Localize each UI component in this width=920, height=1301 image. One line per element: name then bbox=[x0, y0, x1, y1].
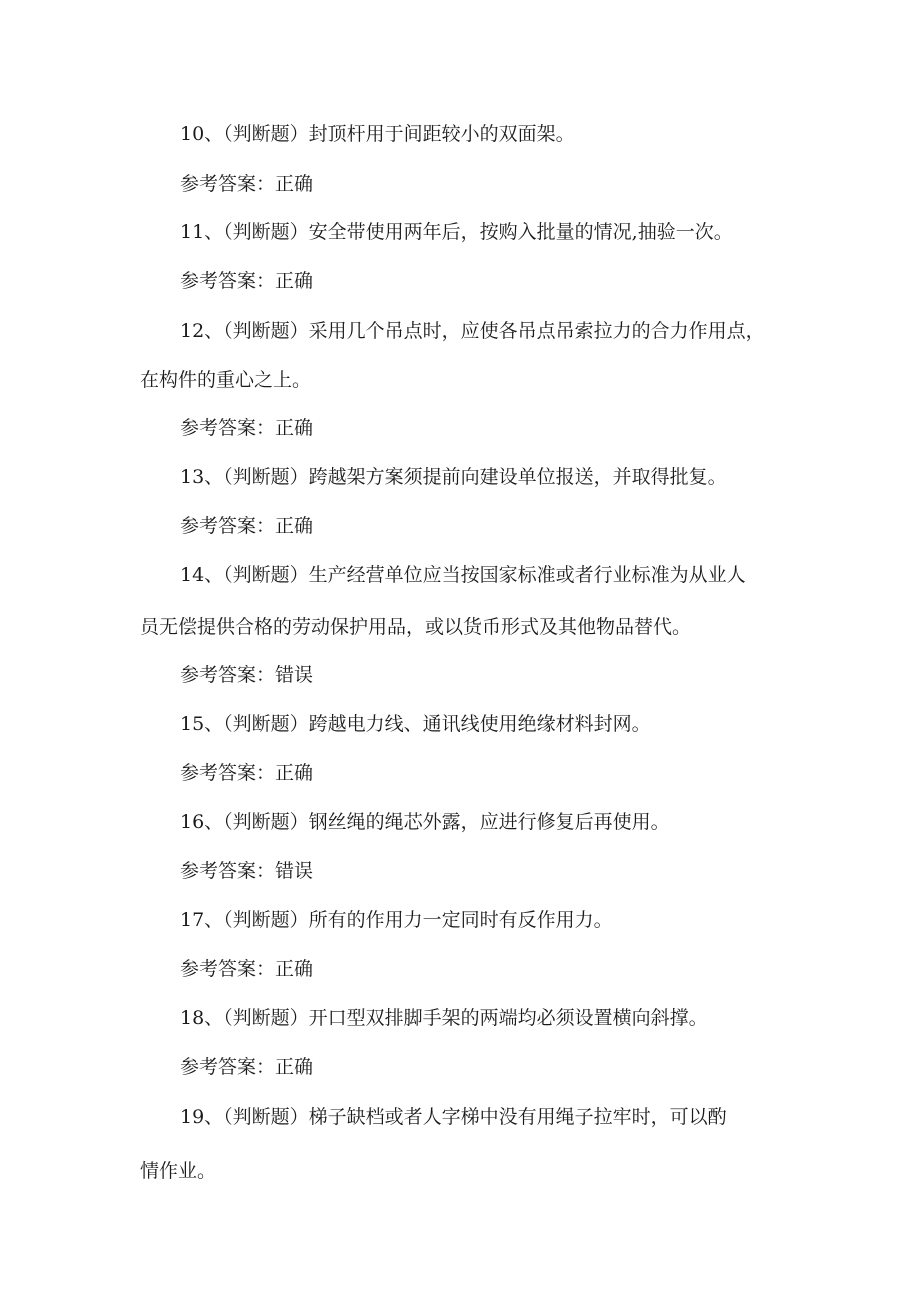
question-13: 13、（判断题）跨越架方案须提前向建设单位报送，并取得批复。 bbox=[180, 466, 727, 488]
answer-12: 参考答案：正确 bbox=[180, 417, 314, 439]
question-14: 14、（判断题）生产经营单位应当按国家标准或者行业标准为从业人 bbox=[180, 564, 746, 586]
question-14-continuation: 员无偿提供合格的劳动保护用品，或以货币形式及其他物品替代。 bbox=[140, 616, 692, 638]
answer-17: 参考答案：正确 bbox=[180, 958, 314, 980]
answer-11: 参考答案：正确 bbox=[180, 270, 314, 292]
answer-16: 参考答案：错误 bbox=[180, 860, 314, 882]
question-12-continuation: 在构件的重心之上。 bbox=[140, 369, 312, 391]
answer-15: 参考答案：正确 bbox=[180, 762, 314, 784]
question-17: 17、（判断题）所有的作用力一定同时有反作用力。 bbox=[180, 909, 613, 931]
question-16: 16、（判断题）钢丝绳的绳芯外露，应进行修复后再使用。 bbox=[180, 811, 670, 833]
answer-10: 参考答案：正确 bbox=[180, 173, 314, 195]
question-19: 19、（判断题）梯子缺档或者人字梯中没有用绳子拉牢时，可以酌 bbox=[180, 1106, 727, 1128]
question-11: 11、（判断题）安全带使用两年后，按购入批量的情况,抽验一次。 bbox=[180, 221, 733, 243]
answer-13: 参考答案：正确 bbox=[180, 515, 314, 537]
question-15: 15、（判断题）跨越电力线、通讯线使用绝缘材料封网。 bbox=[180, 713, 651, 735]
question-10: 10、（判断题）封顶杆用于间距较小的双面架。 bbox=[180, 123, 575, 145]
question-19-continuation: 情作业。 bbox=[140, 1160, 217, 1182]
question-12: 12、（判断题）采用几个吊点时，应使各吊点吊索拉力的合力作用点， bbox=[180, 320, 765, 342]
answer-18: 参考答案：正确 bbox=[180, 1056, 314, 1078]
question-18: 18、（判断题）开口型双排脚手架的两端均必须设置横向斜撑。 bbox=[180, 1007, 708, 1029]
answer-14: 参考答案：错误 bbox=[180, 664, 314, 686]
